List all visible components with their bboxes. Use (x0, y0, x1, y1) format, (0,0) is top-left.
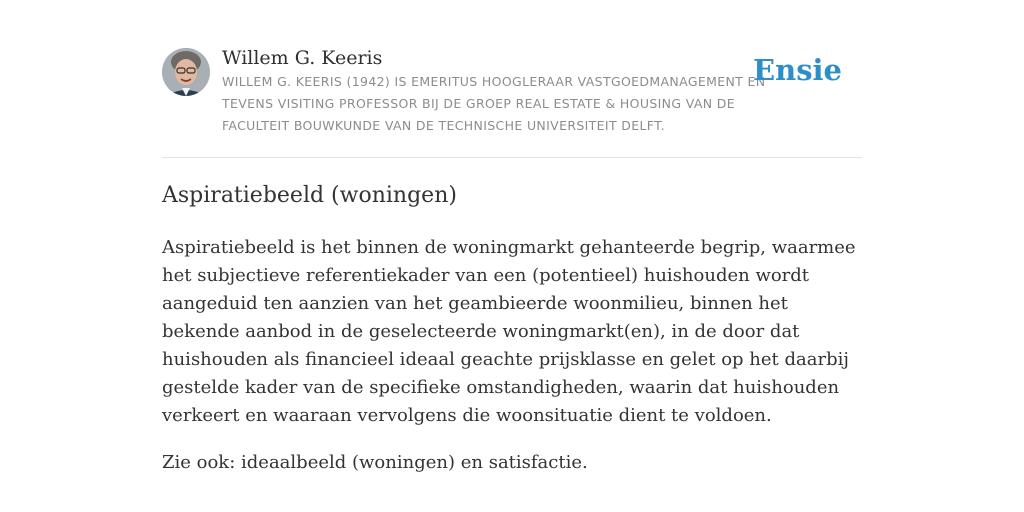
author-header (162, 0, 862, 158)
see-also (162, 449, 862, 477)
see-also-suffix: . (582, 452, 588, 473)
see-also-connector: en (455, 452, 489, 473)
author-bio: WILLEM G. KEERIS (1942) IS EMERITUS HOOGLERAAR VASTGOEDMANAGEMENT EN TEVENS VISITING PROFESSOR BIJ DE GROEP REAL ESTATE & HOUSING VAN DE FACULTEIT BOUWKUNDE VAN DE TECHNISCHE UNIVERSITEIT DELFT. (222, 74, 766, 133)
article-title: Aspiratiebeeld (woningen) (162, 183, 457, 208)
ensie-logo[interactable]: Ensie (753, 53, 842, 87)
page-container (162, 0, 862, 473)
article-definition: Aspiratiebeeld is het binnen de woningmarkt gehanteerde begrip, waarmee het subjectieve referentiekader van een (potentieel) huishouden wordt aangeduid ten aanzien van het geambieerde woonmilieu, binnen het bekende aanbod in de geselecteerde woningmarkt(en), in de door dat huishouden als financieel ideaal geachte prijsklasse en gelet op het daarbij gestelde kader van de specifieke omstandigheden, waarin dat huishouden verkeert en waaraan vervolgens die woonsituatie dient te voldoen. (162, 237, 856, 426)
link-ideaalbeeld[interactable]: ideaalbeeld (woningen) (241, 452, 455, 473)
link-satisfactie[interactable]: satisfactie (488, 452, 583, 473)
author-name[interactable]: Willem G. Keeris (222, 47, 383, 69)
see-also-prefix: Zie ook: (162, 452, 242, 473)
author-avatar[interactable] (162, 48, 210, 96)
avatar-portrait-image (162, 48, 210, 96)
